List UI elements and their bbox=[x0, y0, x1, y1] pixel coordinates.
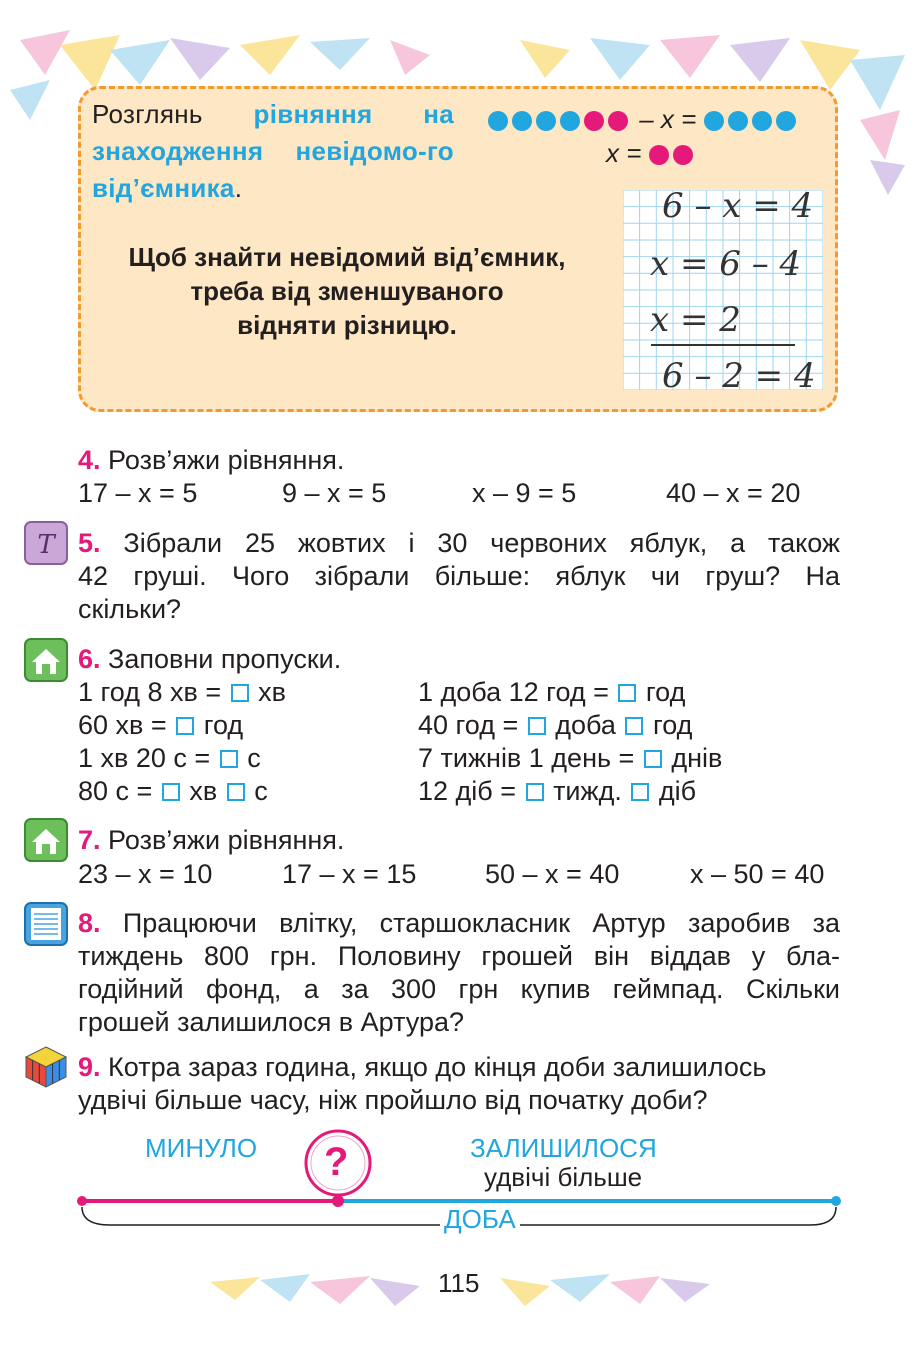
rubik-cube-icon bbox=[24, 1045, 68, 1089]
letter-t-icon bbox=[24, 521, 68, 565]
label-remaining: ЗАЛИШИЛОСЯ bbox=[470, 1133, 657, 1163]
task-6-left-4: 80 с = хв с bbox=[78, 776, 268, 806]
task-7-eq-1: 23 – x = 10 bbox=[78, 859, 213, 889]
task-6-right-2: 40 год = доба год bbox=[418, 710, 693, 740]
home-icon bbox=[24, 818, 68, 862]
task-6-right-3: 7 тижнів 1 день = днів bbox=[418, 743, 723, 773]
svg-text:Т: Т bbox=[37, 530, 55, 560]
dots-equation: – x = bbox=[488, 104, 800, 135]
task-6-left-3: 1 хв 20 с = с bbox=[78, 743, 261, 773]
page-number: 115 bbox=[438, 1268, 480, 1298]
task-6-title: 6. Заповни пропуски. bbox=[78, 644, 342, 674]
label-passed: МИНУЛО bbox=[145, 1133, 258, 1163]
task-8: 8. Працюючи влітку, старшокласник Артур заробив за тиждень 800 грн. Половину грошей він віддав у бла- годійний фонд, а за 300 грн купив геймпад. Скільки грошей залишилося в Артура? bbox=[78, 908, 840, 1037]
rule-intro-prefix: Розглянь bbox=[92, 99, 203, 129]
task-4-eq-4: 40 – x = 20 bbox=[666, 478, 801, 508]
notebook-icon bbox=[24, 902, 68, 946]
task-9: 9. Котра зараз година, якщо до кінця доби залишилось удвічі більше часу, ніж пройшло від початку доби? bbox=[78, 1052, 767, 1115]
dots-result: x = bbox=[606, 138, 697, 169]
task-7-eq-4: x – 50 = 40 bbox=[690, 859, 825, 889]
rule-intro: Розглянь рівняння на знаходження невідомо-го від’ємника. bbox=[92, 99, 454, 203]
task-6-left-1: 1 год 8 хв = хв bbox=[78, 677, 286, 707]
clock-question-mark: ? bbox=[324, 1140, 349, 1184]
task-6-right-4: 12 діб = тижд. діб bbox=[418, 776, 697, 806]
task-6-left-2: 60 хв = год bbox=[78, 710, 244, 740]
grid-line-3: x = 2 bbox=[650, 300, 741, 340]
grid-line-4: 6 – 2 = 4 bbox=[662, 356, 816, 396]
task-5: 5. Зібрали 25 жовтих і 30 червоних яблук, а також 42 груші. Чого зібрали більше: яблук чи груш? На скільки? bbox=[78, 528, 840, 624]
label-day: ДОБА bbox=[440, 1204, 520, 1235]
rule-statement: Щоб знайти невідомий від’ємник, треба від зменшуваного відняти різницю. bbox=[128, 242, 566, 340]
task-4-eq-3: x – 9 = 5 bbox=[472, 478, 577, 508]
grid-line-2: x = 6 – 4 bbox=[650, 244, 802, 284]
rule-intro-highlight: рівняння на знаходження невідомо-го від’ємника bbox=[92, 99, 454, 203]
task-4-title: 4. Розв’яжи рівняння. bbox=[78, 445, 345, 475]
label-twice: удвічі більше bbox=[484, 1162, 643, 1192]
task-7-eq-3: 50 – x = 40 bbox=[485, 859, 620, 889]
task-7-title: 7. Розв’яжи рівняння. bbox=[78, 825, 345, 855]
task-7-eq-2: 17 – x = 15 bbox=[282, 859, 417, 889]
task-4-eq-2: 9 – x = 5 bbox=[282, 478, 387, 508]
grid-line-1: 6 – x = 4 bbox=[662, 186, 814, 226]
home-icon bbox=[24, 638, 68, 682]
task-6-right-1: 1 доба 12 год = год bbox=[418, 677, 686, 707]
task-4-eq-1: 17 – x = 5 bbox=[78, 478, 198, 508]
